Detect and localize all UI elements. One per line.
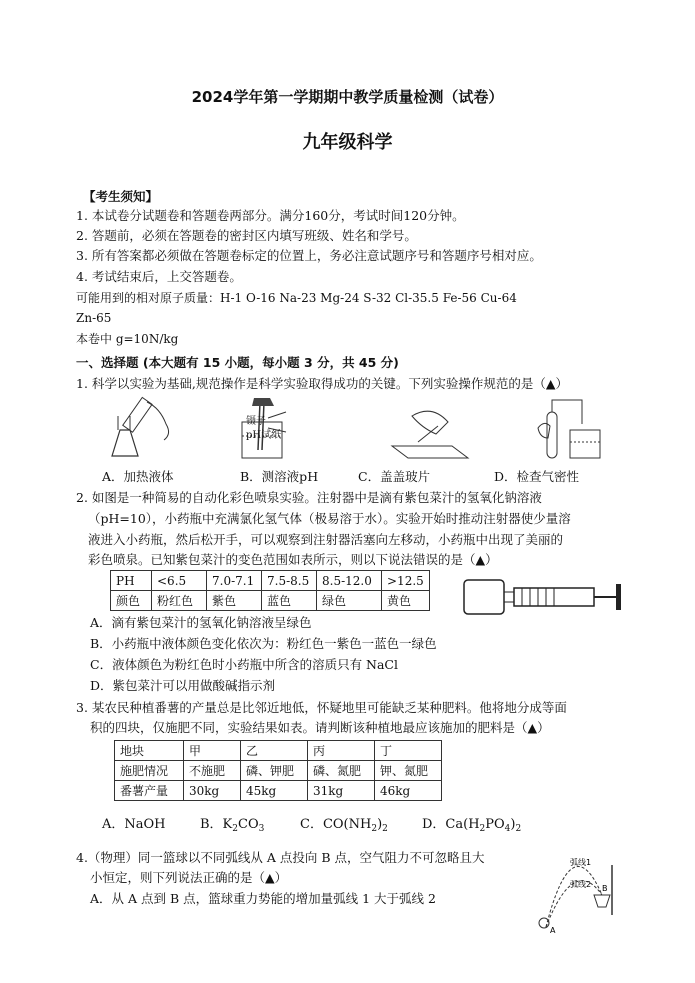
- subscript: 2: [382, 824, 388, 834]
- table-cell: 番薯产量: [115, 781, 184, 801]
- q1-option-c: C．盖盖玻片: [358, 469, 431, 484]
- notice-item-2: 2. 答题前，必须在答题卷的密封区内填写班级、姓名和学号。: [76, 228, 417, 243]
- notice-heading: 【考生须知】: [83, 189, 159, 204]
- table-cell: 颜色: [111, 591, 152, 611]
- q2-option-b: B．小药瓶中液体颜色变化依次为：粉红色一紫色一蓝色一绿色: [90, 636, 437, 651]
- subscript: 2: [515, 824, 522, 834]
- syringe-fountain-figure: [460, 572, 630, 622]
- basketball-arc-figure: [532, 835, 622, 935]
- q1-option-a: A．加热液体: [102, 469, 174, 484]
- table-cell: 30kg: [184, 781, 241, 801]
- q3-option-b: [200, 815, 264, 839]
- table-row: [115, 741, 442, 761]
- atomic-mass-line-2: Zn-65: [76, 311, 112, 325]
- table-row: [115, 761, 442, 781]
- ph-paper-label: pH试纸: [246, 430, 282, 441]
- option-text: D．Ca(H: [422, 817, 480, 832]
- q1-option-b: B．测溶液pH: [240, 469, 319, 484]
- table-cell: PH: [111, 571, 152, 591]
- tweezers-label: 镊子: [246, 416, 266, 427]
- option-text: ): [377, 817, 383, 832]
- table-cell: 7.0-7.1: [207, 571, 262, 591]
- table-cell: 不施肥: [184, 761, 241, 781]
- q1-figure: [92, 394, 602, 464]
- table-cell: 地块: [115, 741, 184, 761]
- notice-item-1: 1. 本试卷分试题卷和答题卷两部分。满分160分，考试时间120分钟。: [76, 208, 465, 223]
- q2-color-table: [110, 570, 430, 611]
- section-heading: 一、选择题 (本大题有 15 小题，每小题 3 分，共 45 分): [76, 355, 399, 370]
- q2-stem-line-4: 彩色喷泉。已知紫包菜汁的变色范围如表所示，则以下说法错误的是（▲）: [88, 552, 498, 567]
- subscript: 3: [258, 824, 265, 834]
- table-cell: 46kg: [375, 781, 442, 801]
- q3-stem-line-2: 积的四块，仅施肥不同，实验结果如表。请判断该种植地最应该施加的肥料是（▲）: [90, 720, 550, 735]
- table-cell: 丙: [308, 741, 375, 761]
- option-text: CO: [238, 817, 259, 832]
- exam-title: 2024学年第一学期期中教学质量检测（试卷）: [191, 88, 504, 106]
- table-cell: 粉红色: [152, 591, 207, 611]
- subscript: 4: [504, 824, 511, 834]
- heating-liquid-illustration: [112, 397, 169, 456]
- q4-stem-line-1: 4.（物理）同一篮球以不同弧线从 A 点投向 B 点，空气阻力不可忽略且大: [76, 850, 485, 865]
- notice-item-4: 4. 考试结束后，上交答题卷。: [76, 269, 242, 284]
- q3-stem-line-1: 3. 某农民种植番薯的产量总是比邻近地低，怀疑地里可能缺乏某种肥料。他将地分成等面: [76, 700, 567, 715]
- table-cell: >12.5: [382, 571, 430, 591]
- exam-subtitle: 九年级科学: [302, 132, 393, 153]
- table-cell: 乙: [241, 741, 308, 761]
- option-text: C．CO(NH: [300, 817, 372, 832]
- table-row: [115, 781, 442, 801]
- q2-stem-line-2: （pH=10），小药瓶中充满氯化氢气体（极易溶于水）。实验开始时推动注射器使少量溶: [88, 511, 571, 526]
- subscript: 2: [371, 824, 378, 834]
- gravity-note: 本卷中 g=10N/kg: [76, 332, 179, 346]
- q3-option-a: [102, 815, 166, 834]
- table-row: [111, 571, 430, 591]
- table-cell: 31kg: [308, 781, 375, 801]
- cover-slip-illustration: [392, 411, 468, 458]
- q1-stem: 1. 科学以实验为基础,规范操作是科学实验取得成功的关键。下列实验操作规范的是（▲）: [76, 376, 568, 391]
- table-cell: 黄色: [382, 591, 430, 611]
- q1-option-d: D．检查气密性: [494, 469, 580, 484]
- arc2-label: 弧线2: [570, 880, 592, 889]
- q4-stem-line-2: 小恒定，则下列说法正确的是（▲）: [90, 870, 288, 885]
- q2-option-c: C．液体颜色为粉红色时小药瓶中所含的溶质只有 NaCl: [90, 657, 398, 672]
- table-cell: 甲: [184, 741, 241, 761]
- subscript: 2: [232, 824, 238, 834]
- table-cell: <6.5: [152, 571, 207, 591]
- table-cell: 施肥情况: [115, 761, 184, 781]
- table-cell: 磷、氮肥: [308, 761, 375, 781]
- subscript: 2: [479, 824, 486, 834]
- table-cell: 8.5-12.0: [317, 571, 382, 591]
- q3-yield-table: [114, 740, 442, 801]
- table-cell: 绿色: [317, 591, 382, 611]
- atomic-mass-line: 可能用到的相对原子质量：H-1 O-16 Na-23 Mg-24 S-32 Cl-35.5 Fe-56 Cu-64: [76, 291, 517, 305]
- table-cell: 45kg: [241, 781, 308, 801]
- table-cell: 蓝色: [262, 591, 317, 611]
- point-b-label: B: [602, 884, 608, 893]
- table-cell: 丁: [375, 741, 442, 761]
- q2-stem-line-3: 液进入小药瓶，然后松开手，可以观察到注射器活塞向左移动，小药瓶中出现了美丽的: [88, 532, 564, 547]
- table-cell: 7.5-8.5: [262, 571, 317, 591]
- table-row: [111, 591, 430, 611]
- q2-stem-line-1: 2. 如图是一种简易的自动化彩色喷泉实验。注射器中是滴有紫包菜汁的氢氧化钠溶液: [76, 490, 542, 505]
- option-text: PO: [485, 817, 505, 832]
- table-cell: 紫色: [207, 591, 262, 611]
- table-cell: 钾、氮肥: [375, 761, 442, 781]
- table-cell: 磷、钾肥: [241, 761, 308, 781]
- option-text: ): [510, 817, 516, 832]
- q3-option-d: [422, 815, 521, 839]
- q4-option-a: A．从 A 点到 B 点，篮球重力势能的增加量弧线 1 大于弧线 2: [90, 891, 436, 906]
- q3-option-c: [300, 815, 388, 839]
- point-a-label: A: [550, 926, 556, 935]
- option-text: B．K: [200, 817, 233, 832]
- q3-option-a-text: A．NaOH: [102, 817, 166, 832]
- airtight-check-illustration: [538, 400, 600, 458]
- q2-option-d: D．紫包菜汁可以用做酸碱指示剂: [90, 678, 276, 693]
- arc1-label: 弧线1: [570, 858, 592, 867]
- q2-option-a: A．滴有紫包菜汁的氢氧化钠溶液呈绿色: [90, 615, 312, 630]
- notice-item-3: 3. 所有答案都必须做在答题卷标定的位置上，务必注意试题序号和答题序号相对应。: [76, 248, 542, 263]
